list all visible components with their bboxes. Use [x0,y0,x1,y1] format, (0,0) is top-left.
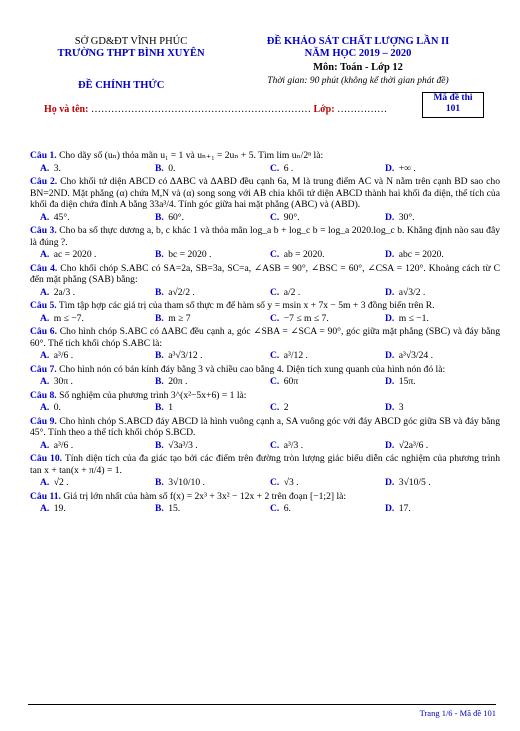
question-label: Câu 2. [30,176,58,187]
option-c: C. 2 [270,402,289,413]
question-label: Câu 8. [30,389,57,401]
page-footer: Trang 1/6 - Mã đề 101 [419,708,496,718]
option-a: A. 2a/3 . [40,286,76,298]
exam-code-label: Mã đề thi [433,93,473,103]
option-b: B. 0. [155,162,176,174]
question-label: Câu 10. [30,453,63,464]
option-a: A. ac = 2020 . [40,249,97,260]
option-d: D. 30°. [385,211,415,223]
option-a: A. a³/6 . [40,439,74,451]
question-label: Câu 4. [30,262,58,274]
option-d: D. 3 [385,402,404,413]
option-a: A. 45°. [40,211,70,223]
option-b: B. m ≥ 7 [155,312,191,324]
student-info-line [44,104,387,115]
option-a: A. a³/6 . [40,350,74,361]
option-c: C. 90°. [270,211,300,223]
option-a: A. m ≤ −7. [40,312,84,324]
option-c: C. 60π [270,376,299,387]
option-b: B. a√2/2 . [155,286,195,298]
option-a: A. √2 . [40,477,69,488]
question-text: Tìm tập hợp các giá trị của tham số thực m để hàm số y = msin x + 7x − 5m + 3 đồng biến trên R. [58,300,435,311]
question-2 [30,176,500,223]
school-name: TRƯỜNG THPT BÌNH XUYÊN [57,48,205,59]
option-a: A. 0. [40,402,61,413]
question-6 [30,326,500,362]
question-11 [30,491,500,515]
option-b: B. 1 [155,402,174,413]
option-d: D. 15π. [385,376,416,387]
question-5 [30,300,500,324]
question-8 [30,390,500,414]
option-d: D. a√3/2 . [385,286,426,298]
question-text: Giá trị lớn nhất của hàm số f(x) = 2x³ + 3x² − 12x + 2 trên đoạn [−1;2] là: [63,490,347,502]
question-1 [30,150,500,174]
header-right [236,36,480,87]
option-b: B. 15. [155,503,181,514]
option-c: C. ab = 2020. [270,249,325,260]
question-text: Cho khối tứ diện ABCD có ∆ABC và ∆ABD đều cạnh 6a, M là trung điểm AC và N nằm trên cạnh BD sao cho BN=2ND. Mặt phẳng (α) chứa M,N và (α) song song với AB chia khối tứ diện ABCD thành hai khối đa diện, thể tích của khối đa diện chứa đỉnh A bằng 33a³/4. Tính góc giữa hai mặt phẳng (ABC) và (ABD). [30,176,500,210]
question-label: Câu 7. [30,363,57,375]
option-d: D. √2a³/6 . [385,439,429,451]
question-text: Cho hình chóp S.ABC có ∆ABC đều cạnh a, góc ∠SBA = ∠SCA = 90°, góc giữa mặt phẳng (SBC) và đáy bằng 60°. Thể tích khối chóp S.ABC là: [30,326,500,349]
option-a: A. 30π . [40,376,73,387]
option-b: B. a³√3/12 . [155,350,203,361]
question-label: Câu 9. [30,415,57,427]
option-b: B. 60°. [155,211,185,223]
option-a: A. 3. [40,162,61,174]
option-d: D. abc = 2020. [385,249,444,260]
option-d: D. 17. [385,503,411,514]
footer-divider [28,704,496,705]
question-label: Câu 6. [30,326,57,337]
questions-area [30,150,500,517]
exam-code: 101 [445,104,461,114]
class-blank: …………… [337,104,388,115]
question-9 [30,416,500,452]
official-label: ĐỀ CHÍNH THỨC [78,80,165,91]
question-text: Cho hình nón có bán kính đáy bằng 3 và chiều cao bằng 4. Diện tích xung quanh của hình nón đó là: [59,363,446,375]
name-label: Họ và tên: [44,104,89,115]
exam-code-box [422,92,484,118]
question-10 [30,453,500,489]
option-b: B. bc = 2020 . [155,249,212,260]
option-d: D. a³√3/24 . [385,350,433,361]
option-b: B. 20π . [155,376,188,387]
option-d: D. m ≤ −1. [385,312,429,324]
question-text: Cho hình chóp S.ABCD đáy ABCD là hình vuông cạnh a, SA vuông góc với đáy ABCD góc giữa SB và đáy bằng 45°. Tính theo a thể tích khối chóp S.BCD. [30,415,500,438]
option-c: C. −7 ≤ m ≤ 7. [270,312,329,324]
name-blank: ………………………………………………………… [90,104,311,115]
option-a: A. 19. [40,503,66,514]
question-3 [30,225,500,261]
school-year: NĂM HỌC 2019 – 2020 [304,48,412,59]
option-b: B. 3√10/10 . [155,477,205,488]
question-text: Cho dãy số (uₙ) thỏa mãn u₁ = 1 và uₙ₊₁ = 2uₙ + 5. Tìm lim uₙ/2ⁿ là: [59,150,324,161]
option-b: B. √3a³/3 . [155,439,198,451]
exam-title: ĐỀ KHẢO SÁT CHẤT LƯỢNG LẦN II [266,36,450,47]
option-c: C. √3 . [270,477,299,488]
header-left [36,36,226,91]
option-d: D. 3√10/5 . [385,477,431,488]
option-c: C. a³/3 . [270,439,304,451]
question-label: Câu 11. [30,490,61,502]
question-label: Câu 3. [30,225,57,236]
option-c: C. 6. [270,503,291,514]
option-c: C. a³/12 . [270,350,308,361]
department-name: SỞ GD&ĐT VĨNH PHÚC [74,36,188,47]
question-7 [30,364,500,388]
time-line: Thời gian: 90 phút (không kể thời gian phát đề) [267,76,449,86]
subject-line: Môn: Toán - Lớp 12 [313,62,403,73]
question-4 [30,263,500,299]
option-c: C. a/2 . [270,286,301,298]
question-label: Câu 5. [30,300,57,311]
question-label: Câu 1. [30,150,57,161]
question-text: Cho ba số thực dương a, b, c khác 1 và thỏa mãn log_a b + log_c b = log_a 2020.log_c b. Khẳng định nào sau đây là đúng ?. [30,225,500,248]
class-label: Lớp: [313,104,335,115]
option-d: D. +∞ . [385,162,416,174]
question-text: Tính diện tích của đa giác tạo bởi các điểm trên đường tròn lượng giác biểu diễn các nghiệm của phương trình tan x + tan(x + π/4) = 1. [30,453,500,476]
question-text: Số nghiệm của phương trình 3^(x²−5x+6) = 1 là: [59,389,247,401]
option-c: C. 6 . [270,162,294,174]
question-text: Cho khối chóp S.ABC có SA=2a, SB=3a, SC=a, ∠ASB = 90°, ∠BSC = 60°, ∠CSA = 120°. Khoảng cách từ C đến mặt phẳng (SAB) bằng: [30,262,501,285]
